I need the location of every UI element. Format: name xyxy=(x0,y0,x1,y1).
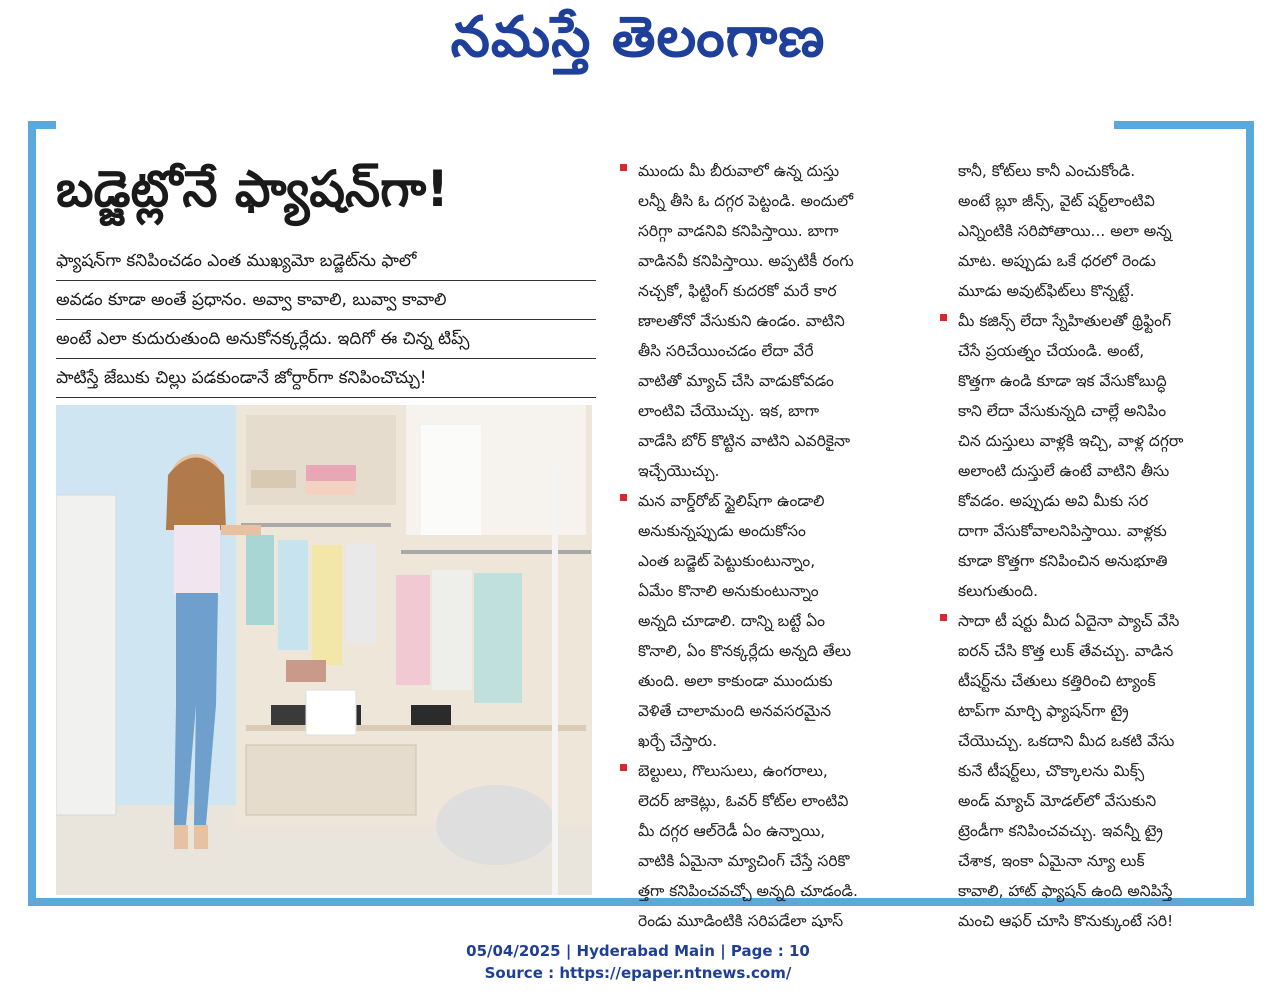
text-line: మాట. అప్పుడు ఒకే ధరలో రెండు xyxy=(958,252,1156,270)
text-line: అనుకున్నప్పుడు అందుకోసం xyxy=(638,522,806,540)
text-line: దాగా వేసుకోవాలనిపిస్తాయి. వాళ్లకు xyxy=(958,522,1167,540)
article-lede xyxy=(56,242,596,398)
masthead xyxy=(0,4,1276,80)
text-line: ఇచ్చేయొచ్చు. xyxy=(638,462,720,480)
article-column-2 xyxy=(938,156,1228,936)
text-line: బెల్టులు, గొలుసులు, ఉంగరాలు, xyxy=(638,762,828,780)
article-paragraph xyxy=(618,486,910,756)
text-line: తీసి సరిచేయించడం లేదా వేరే xyxy=(638,342,814,360)
text-line: తుంది. అలా కాకుండా ముందుకు xyxy=(638,672,833,690)
text-line: ముందు మీ బీరువాలో ఉన్న దుస్తు xyxy=(638,162,840,180)
text-line: చేయొచ్చు. ఒకదాని మీద ఒకటి వేసు xyxy=(958,732,1175,750)
text-line: అంటే బ్లూ జీన్స్, వైట్ షర్ట్‌లాంటివి xyxy=(958,192,1155,210)
text-line: త్తగా కనిపించవచ్చో అన్నది చూడండి. xyxy=(638,882,858,900)
bullet-icon xyxy=(620,494,627,501)
text-line: నచ్చకో, ఫిట్టింగ్ కుదరకో మరే కార xyxy=(638,282,837,300)
text-line: వెళితే చాలామంది అనవసరమైన xyxy=(638,702,832,720)
article-column-1 xyxy=(618,156,910,936)
article-paragraph xyxy=(938,156,1228,306)
text-line: టీషర్ట్‌ను చేతులు కత్తిరించి ట్యాంక్ xyxy=(958,672,1156,690)
text-line: కోవడం. అప్పుడు అవి మీకు సర xyxy=(958,492,1149,510)
article-paragraph xyxy=(938,306,1228,606)
text-line: వాటితో మ్యాచ్ చేసి వాడుకోవడం xyxy=(638,372,834,390)
article-paragraph xyxy=(618,756,910,936)
text-line: కునే టీషర్ట్‌లు, చొక్కాలను మిక్స్ xyxy=(958,762,1145,780)
lede-line: ఫ్యాషన్‌గా కనిపించడం ఎంత ముఖ్యమో బడ్జెట్‌ను ఫాలో xyxy=(56,242,596,281)
bullet-icon xyxy=(940,614,947,621)
newspaper-logo: నమస్తే తెలంగాణ xyxy=(450,4,826,70)
text-line: ఏమేం కొనాలి అనుకుంటున్నాం xyxy=(638,582,819,600)
text-line: ట్రెండీగా కనిపించవచ్చు. ఇవన్నీ ట్రై xyxy=(958,822,1163,840)
text-line: టాప్‌గా మార్చి ఫ్యాషన్‌గా ట్రై xyxy=(958,702,1129,720)
lede-line: అంటే ఎలా కుదురుతుంది అనుకోనక్కర్లేదు. ఇదిగో ఈ చిన్న టిప్స్ xyxy=(56,320,596,359)
source-link[interactable]: Source : https://epaper.ntnews.com/ xyxy=(484,964,792,982)
text-line: అలాంటి దుస్తులే ఉంటే వాటిని తీసు xyxy=(958,462,1170,480)
text-line: కావాలి, హాట్ ఫ్యాషన్ ఉంది అనిపిస్తే xyxy=(958,882,1173,900)
wardrobe-photo xyxy=(56,405,592,895)
text-line: మీ దగ్గర ఆల్‌రెడీ ఏం ఉన్నాయి, xyxy=(638,822,826,840)
text-line: ఎంత బడ్జెట్ పెట్టుకుంటున్నాం, xyxy=(638,552,816,570)
text-line: కూడా కొత్తగా కనిపించిన అనుభూతి xyxy=(958,552,1168,570)
text-line: కొత్తగా ఉండి కూడా ఇక వేసుకోబుద్ధి xyxy=(958,372,1167,390)
edition-info: 05/04/2025 | Hyderabad Main | Page : 10 xyxy=(466,942,810,960)
text-line: మంచి ఆఫర్ చూసి కొనుక్కుంటే సరి! xyxy=(958,912,1174,930)
text-line: మన వార్డ్‌రోబ్ స్టైలిష్‌గా ఉండాలి xyxy=(638,492,825,510)
article-paragraph xyxy=(618,156,910,486)
text-line: రెండు మూడింటికి సరిపడేలా షూస్ xyxy=(638,912,844,930)
text-line: అండ్ మ్యాచ్ మోడల్‌లో వేసుకుని xyxy=(958,792,1157,810)
bullet-icon xyxy=(940,314,947,321)
lede-line: అవడం కూడా అంతే ప్రధానం. అవ్వా కావాలి, బువ్వా కావాలి xyxy=(56,281,596,320)
text-line: కాని లేదా వేసుకున్నది చాల్లే అనిపిం xyxy=(958,402,1167,420)
text-line: సాదా టీ షర్టు మీద ఏదైనా ప్యాచ్ వేసి xyxy=(958,612,1180,630)
text-line: లెదర్ జాకెట్లు, ఓవర్ కోట్‌ల లాంటివి xyxy=(638,792,849,810)
text-line: లాంటివి చేయొచ్చు. ఇక, బాగా xyxy=(638,402,820,420)
text-line: ఎన్నింటికి సరిపోతాయి... అలా అన్న xyxy=(958,222,1172,240)
text-line: ణాలతోనో వేసుకుని ఉండం. వాటిని xyxy=(638,312,845,330)
text-line: కలుగుతుంది. xyxy=(958,582,1038,600)
text-line: ఐరన్ చేసి కొత్త లుక్ తేవచ్చు. వాడిన xyxy=(958,642,1174,660)
lede-line: పాటిస్తే జేబుకు చిల్లు పడకుండానే జోర్దార్‌గా కనిపించొచ్చు! xyxy=(56,359,596,398)
text-line: లన్నీ తీసి ఓ దగ్గర పెట్టండి. అందులో xyxy=(638,192,854,210)
text-line: చేశాక, ఇంకా ఏమైనా న్యూ లుక్ xyxy=(958,852,1145,870)
text-line: అన్నది చూడాలి. దాన్ని బట్టే ఏం xyxy=(638,612,826,630)
article-paragraph xyxy=(938,606,1228,936)
text-line: మూడు అవుట్‌ఫిట్‌లు కొన్నట్టే. xyxy=(958,282,1135,300)
text-line: కొనాలి, ఏం కొనక్కర్లేదు అన్నది తేలు xyxy=(638,642,852,660)
text-line: సరిగ్గా వాడనివి కనిపిస్తాయి. బాగా xyxy=(638,222,839,240)
text-line: ఖర్చే చేస్తారు. xyxy=(638,732,718,750)
text-line: వాటికి ఏమైనా మ్యాచింగ్ చేస్తే సరికొ xyxy=(638,852,850,870)
text-line: మీ కజిన్స్ లేదా స్నేహితులతో థ్రిఫ్టింగ్ xyxy=(958,312,1172,330)
text-line: వాడేసి బోర్ కొట్టిన వాటిని ఎవరికైనా xyxy=(638,432,851,450)
bullet-icon xyxy=(620,764,627,771)
wardrobe-illustration xyxy=(56,405,592,895)
text-line: చిన దుస్తులు వాళ్లకి ఇచ్చి, వాళ్ల దగ్గరా xyxy=(958,432,1184,450)
bullet-icon xyxy=(620,164,627,171)
article-headline: బడ్జెట్లోనే ఫ్యాషన్‌గా! xyxy=(56,160,449,218)
text-line: చేసే ప్రయత్నం చేయండి. అంటే, xyxy=(958,342,1145,360)
text-line: వాడినవీ కనిపిస్తాయి. అప్పటికీ రంగు xyxy=(638,252,854,270)
text-line: కానీ, కోట్‌లు కానీ ఎంచుకోండి. xyxy=(958,162,1136,180)
